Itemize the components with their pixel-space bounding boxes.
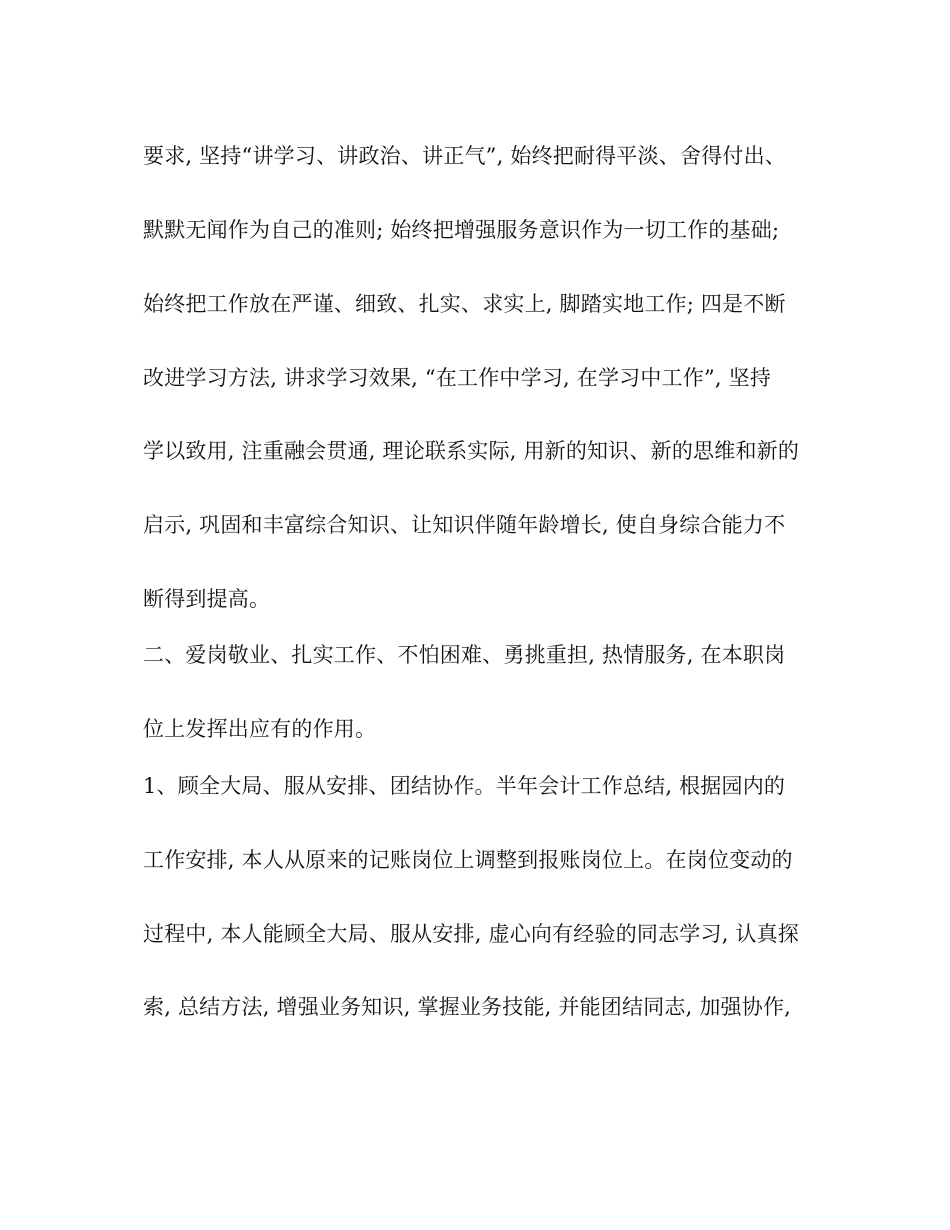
text-line: 始终把工作放在严谨、细致、扎实、求实上, 脚踏实地工作; 四是不断 [143, 292, 786, 316]
text-line: 索, 总结方法, 增强业务知识, 掌握业务技能, 并能团结同志, 加强协作, [143, 995, 792, 1019]
text-line: 要求, 坚持“讲学习、讲政治、讲正气”, 始终把耐得平淡、舍得付出、 [143, 144, 786, 168]
numbered-paragraph-start: 1、顾全大局、服从安排、团结协作。半年会计工作总结, 根据园内的 [143, 774, 786, 798]
text-line: 工作安排, 本人从原来的记账岗位上调整到报账岗位上。在岗位变动的 [143, 848, 793, 872]
section-heading: 二、爱岗敬业、扎实工作、不怕困难、勇挑重担, 热情服务, 在本职岗 [143, 643, 786, 667]
text-line: 启示, 巩固和丰富综合知识、让知识伴随年龄增长, 使自身综合能力不 [143, 513, 786, 537]
text-line: 断得到提高。 [143, 587, 271, 611]
section-heading-continued: 位上发挥出应有的作用。 [143, 717, 377, 741]
text-line: 默默无闻作为自己的准则; 始终把增强服务意识作为一切工作的基础; [143, 218, 780, 242]
text-line: 过程中, 本人能顾全大局、服从安排, 虚心向有经验的同志学习, 认真探 [143, 922, 800, 946]
text-line: 学以致用, 注重融会贯通, 理论联系实际, 用新的知识、新的思维和新的 [143, 439, 800, 463]
text-line: 改进学习方法, 讲求学习效果, “在工作中学习, 在学习中工作”, 坚持 [143, 366, 772, 390]
